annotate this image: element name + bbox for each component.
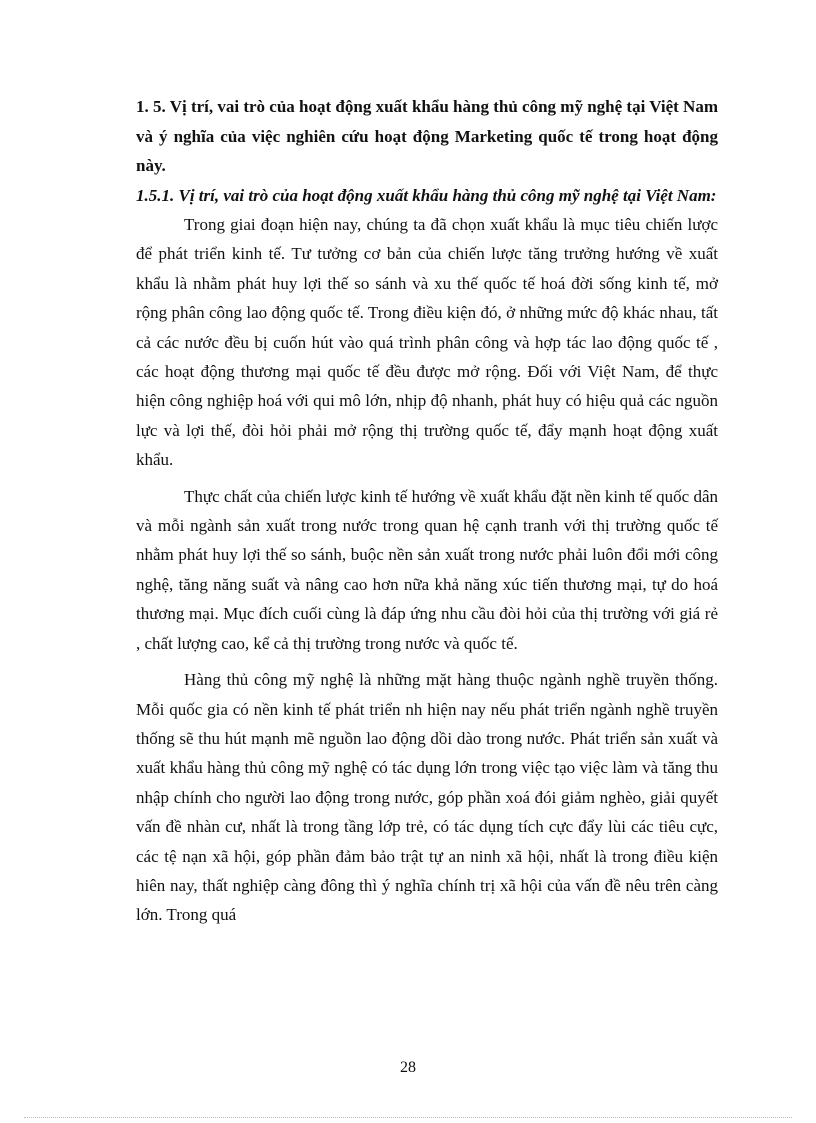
- page-content: [136, 92, 718, 937]
- page-number: 28: [400, 1059, 416, 1076]
- section-heading: 1. 5. Vị trí, vai trò của hoạt động xuất khẩu hàng thủ công mỹ nghệ tại Việt Nam và ý nghĩa của việc nghiên cứu hoạt động Marketing quốc tế trong hoạt động này.: [136, 97, 718, 175]
- paragraph-1: Trong giai đoạn hiện nay, chúng ta đã chọn xuất khẩu là mục tiêu chiến lược để phát triển kinh tế. Tư tưởng cơ bản của chiến lược tăng trưởng hướng về xuất khẩu là nhằm phát huy lợi thế so sánh và xu thế quốc tế hoá đời sống kinh tế, mở rộng phân công lao động quốc tế. Trong điều kiện đó, ở những mức độ khác nhau, tất cả các nước đều bị cuốn hút vào quá trình phân công và hợp tác lao động quốc tế , các hoạt động thương mại quốc tế đều được mở rộng. Đối với Việt Nam, để thực hiện công nghiệp hoá với qui mô lớn, nhịp độ nhanh, phát huy có hiệu quả các nguồn lực và lợi thế, đòi hỏi phải mở rộng thị trường quốc tế, đẩy mạnh hoạt động xuất khẩu.: [136, 215, 718, 470]
- paragraph-2: Thực chất của chiến lược kinh tế hướng về xuất khẩu đặt nền kinh tế quốc dân và mỗi ngành sản xuất trong nước trong quan hệ cạnh tranh với thị trường quốc tế nhằm phát huy lợi thế so sánh, buộc nền sản xuất trong nước phải luôn đổi mới công nghệ, tăng năng suất và nâng cao hơn nữa khả năng xúc tiến thương mại, tự do hoá thương mại. Mục đích cuối cùng là đáp ứng nhu cầu đòi hỏi của thị trường với giá rẻ , chất lượng cao, kể cả thị trường trong nước và quốc tế.: [136, 486, 718, 653]
- paragraph-3: Hàng thủ công mỹ nghệ là những mặt hàng thuộc ngành nghề truyền thống. Mỗi quốc gia có nền kinh tế phát triển nh hiện nay nếu phát triển ngành nghề truyền thống sẽ thu hút mạnh mẽ nguồn lao động dồi dào trong nước. Phát triển sản xuất và xuất khẩu hàng thủ công mỹ nghệ có tác dụng lớn trong việc tạo việc làm và tăng thu nhập chính cho người lao động trong nước, góp phần xoá đói giảm nghèo, giải quyết vấn đề nhàn cư, nhất là trong tầng lớp trẻ, có tác dụng tích cực đẩy lùi các tiêu cực, các tệ nạn xã hội, góp phần đảm bảo trật tự an ninh xã hội, nhất là trong điều kiện hiên nay, thất nghiệp càng đông thì ý nghĩa chính trị xã hội của vấn đề nêu trên càng lớn. Trong quá: [136, 670, 718, 925]
- subsection-heading: 1.5.1. Vị trí, vai trò của hoạt động xuất khẩu hàng thủ công mỹ nghệ tại Việt Nam:: [136, 185, 717, 205]
- page-bottom-border: [24, 1117, 792, 1118]
